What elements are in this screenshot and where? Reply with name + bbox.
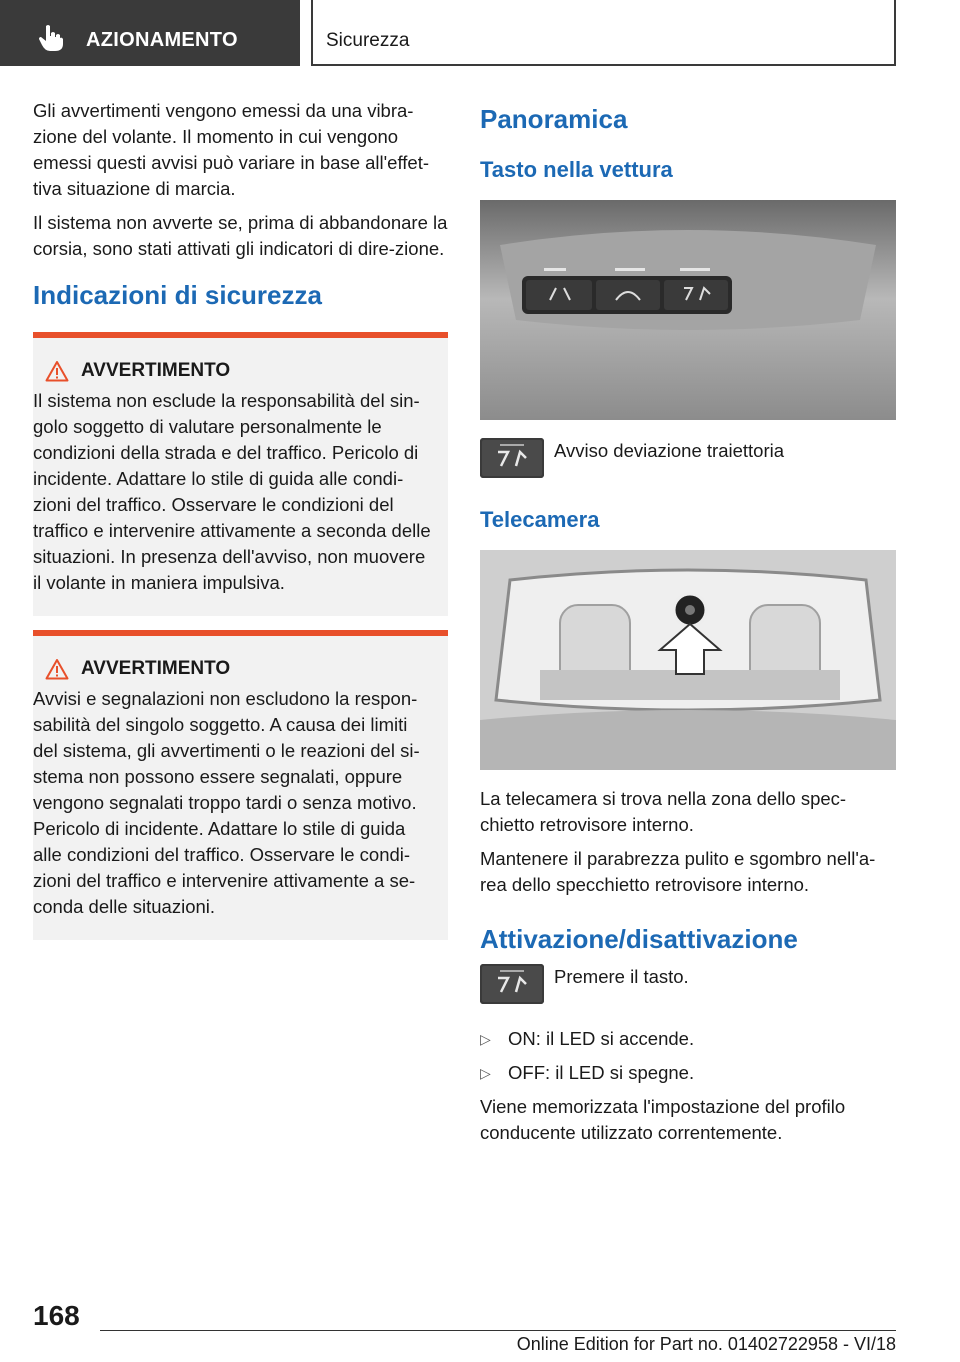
camera-subheading: Telecamera: [480, 507, 600, 532]
warning-header-2: [45, 658, 434, 680]
footer-edition: Online Edition for Part no. 01402722958 - VI/18: [516, 1334, 896, 1354]
button-panel-photo: [480, 200, 896, 420]
lane-departure-button-icon: [480, 438, 544, 478]
safety-heading: Indicazioni di sicurezza: [33, 280, 322, 310]
button-subheading: Tasto nella vettura: [480, 157, 673, 182]
right-column: [480, 98, 896, 1154]
warning-triangle-icon: [45, 360, 69, 382]
led-status-list: [480, 1026, 896, 1086]
overview-heading: Panoramica: [480, 104, 628, 134]
page-number: 168: [33, 1300, 80, 1331]
list-item: [480, 1026, 896, 1052]
warning-header-1: [45, 360, 434, 382]
footer-divider: [100, 1330, 896, 1331]
paragraph-indicators: Il sistema non avverte se, prima di abbandonare la corsia, sono stati attivati gli indicatori di dire-zione.: [33, 212, 448, 259]
warning-triangle-icon: [45, 658, 69, 680]
warning-text-2: Avvisi e segnalazioni non escludono la respon-sabilità del singolo soggetto. A causa dei limiti del sistema, gli avvertimenti o le reazioni del si-stema non possono essere segnalati, oppure vengono segnalati troppo tardi o senza motivo. Pericolo di incidente. Adattare lo stile di guida alle condizioni del traffico. Osservare le condi-zioni del traffico e intervenire attivamente a se-conda delle situazioni.: [33, 688, 420, 917]
chapter-title: AZIONAMENTO: [86, 29, 238, 51]
chapter-tab: [0, 0, 300, 66]
camera-clean-text: Mantenere il parabrezza pulito e sgombro nell'a-rea dello specchietto retrovisore interno.: [480, 848, 876, 895]
warning-box-2: [33, 630, 448, 940]
list-item-text: OFF: il LED si spegne.: [508, 1062, 695, 1083]
triangle-bullet-icon: ▷: [480, 1065, 491, 1081]
activation-heading: Attivazione/disattivazione: [480, 924, 798, 954]
section-box: [311, 0, 896, 66]
lane-departure-button-icon: [480, 964, 544, 1004]
hand-pointer-icon: [38, 24, 64, 52]
press-button-text: Premere il tasto.: [554, 966, 689, 987]
warning-text-1: Il sistema non esclude la responsabilità del sin-golo soggetto di valutare personalmente le condizioni della strada e del traffico. Pericolo di incidente. Adattare lo stile di guida alle condi-zioni del traffico. Osservare le condizioni del traffico e intervenire attivamente a seconda delle situazioni. In presenza dell'avviso, non muovere il volante in maniera impulsiva.: [33, 390, 431, 593]
section-title: Sicurezza: [326, 30, 410, 51]
paragraph-vibration: Gli avvertimenti vengono emessi da una vibra-zione del volante. Il momento in cui vengono emessi questi avvisi può variare in base all'effet-tiva situazione di marcia.: [33, 100, 429, 199]
lane-warning-button-row: [480, 438, 896, 478]
list-item-text: ON: il LED si accende.: [508, 1028, 695, 1049]
triangle-bullet-icon: ▷: [480, 1031, 491, 1047]
button-caption: Avviso deviazione traiettoria: [554, 440, 785, 461]
press-button-row: [480, 964, 896, 1004]
left-column: [33, 98, 448, 940]
camera-location-text: La telecamera si trova nella zona dello spec-chietto retrovisore interno.: [480, 788, 847, 835]
list-item: [480, 1060, 896, 1086]
profile-memory-text: Viene memorizzata l'impostazione del profilo conducente utilizzato correntemente.: [480, 1096, 846, 1143]
camera-photo: [480, 550, 896, 770]
warning-title-1: AVVERTIMENTO: [81, 360, 231, 381]
warning-title-2: AVVERTIMENTO: [81, 658, 231, 679]
warning-box-1: [33, 332, 448, 616]
